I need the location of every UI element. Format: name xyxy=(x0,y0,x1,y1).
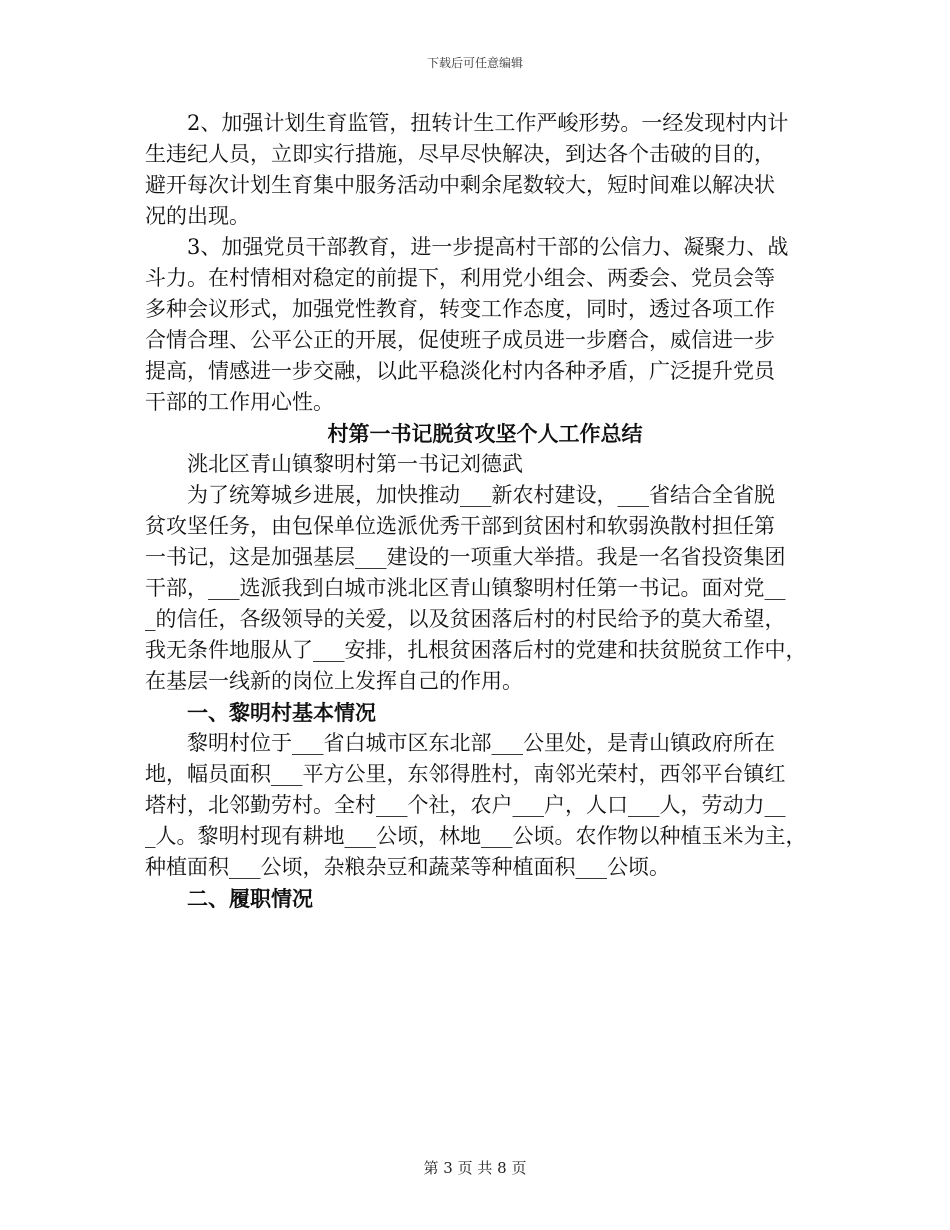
text-line: 况的出现。 xyxy=(145,204,250,228)
section-heading-2: 二、履职情况 xyxy=(187,886,313,911)
text-line: 提高，情感进一步交融，以此平稳淡化村内各种矛盾，广泛提升党员 xyxy=(145,359,775,383)
document-title: 村第一书记脱贫攻坚个人工作总结 xyxy=(327,421,643,446)
text-line: 3、加强党员干部教育，进一步提高村干部的公信力、凝聚力、战 xyxy=(187,235,789,259)
paragraph-3 xyxy=(145,232,825,418)
text-line: _人。黎明村现有耕地___公顷，林地___公顷。农作物以种植玉米为主， xyxy=(145,824,807,848)
text-line: 避开每次计划生育集中服务活动中剩余尾数较大，短时间难以解决状 xyxy=(145,173,775,197)
text-line: 在基层一线新的岗位上发挥自己的作用。 xyxy=(145,669,523,693)
paragraph-2 xyxy=(145,108,825,232)
basic-info-paragraph xyxy=(145,728,825,883)
page-header: 下载后可任意编辑 xyxy=(426,56,523,70)
text-line: 我无条件地服从了___安排，扎根贫困落后村的党建和扶贫脱贫工作中， xyxy=(145,638,807,662)
text-line: 2、加强计划生育监管，扭转计生工作严峻形势。一经发现村内计 xyxy=(187,111,789,135)
page-footer: 第 3 页 共 8 页 xyxy=(423,1159,527,1177)
text-line: 塔村，北邻勤劳村。全村___个社，农户___户，人口___人，劳动力__ xyxy=(145,793,786,817)
text-line: 斗力。在村情相对稳定的前提下，利用党小组会、两委会、党员会等 xyxy=(145,266,775,290)
author-line: 洮北区青山镇黎明村第一书记刘德武 xyxy=(187,452,523,476)
text-line: 种植面积___公顷，杂粮杂豆和蔬菜等种植面积___公顷。 xyxy=(145,855,670,879)
text-line: _的信任，各级领导的关爱，以及贫困落后村的村民给予的莫大希望， xyxy=(145,607,786,631)
text-line: 贫攻坚任务，由包保单位选派优秀干部到贫困村和软弱涣散村担任第 xyxy=(145,514,775,538)
intro-paragraph xyxy=(145,480,825,697)
text-line: 黎明村位于___省白城市区东北部___公里处，是青山镇政府所在 xyxy=(187,731,775,755)
text-line: 一书记，这是加强基层___建设的一项重大举措。我是一名省投资集团 xyxy=(145,545,786,569)
text-line: 生违纪人员，立即实行措施，尽早尽快解决，到达各个击破的目的， xyxy=(145,142,775,166)
section-heading-1: 一、黎明村基本情况 xyxy=(187,700,376,725)
text-line: 为了统筹城乡进展，加快推动___新农村建设，___省结合全省脱 xyxy=(187,483,775,507)
text-line: 干部的工作用心性。 xyxy=(145,390,334,414)
text-line: 合情合理、公平公正的开展，促使班子成员进一步磨合，威信进一步 xyxy=(145,328,775,352)
text-line: 多种会议形式，加强党性教育，转变工作态度，同时，透过各项工作 xyxy=(145,297,775,321)
text-line: 干部，___选派我到白城市洮北区青山镇黎明村任第一书记。面对党__ xyxy=(145,576,786,600)
text-line: 地，幅员面积___平方公里，东邻得胜村，南邻光荣村，西邻平台镇红 xyxy=(145,762,786,786)
document-body xyxy=(145,108,825,914)
